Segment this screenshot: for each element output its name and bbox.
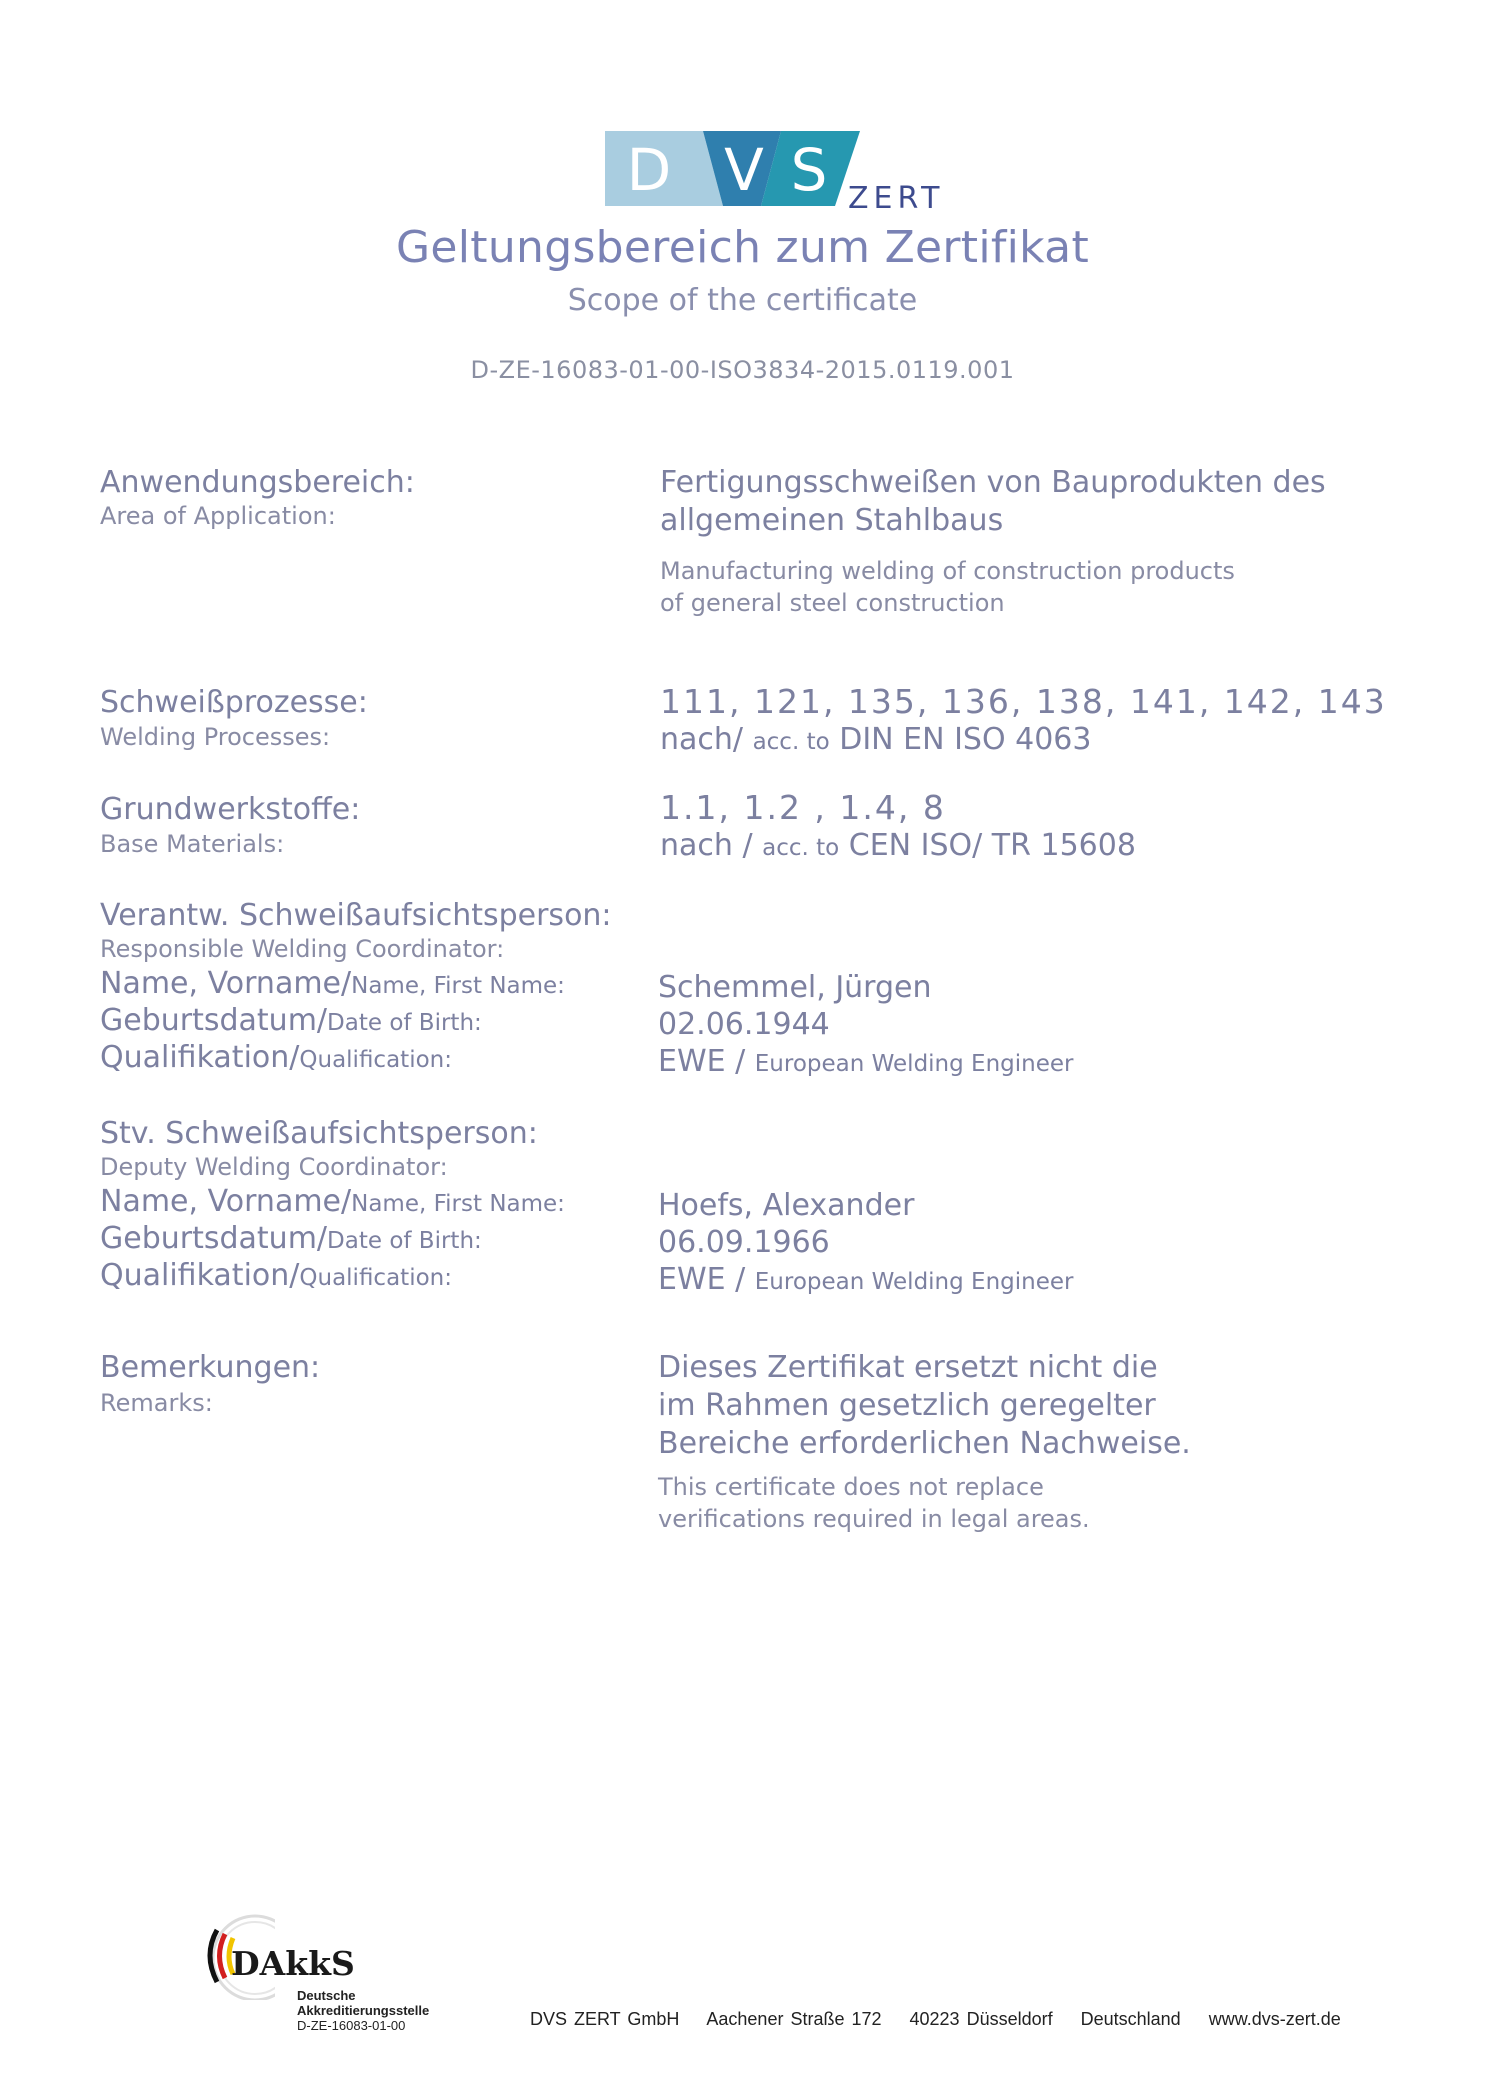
dakks-line-2: Akkreditierungsstelle	[297, 2003, 430, 2018]
dvs-zert-logo	[605, 128, 945, 213]
deputy-heading-en: Deputy Welding Coordinator:	[100, 1153, 448, 1181]
remarks-value-de-3: Bereiche erforderlichen Nachweise.	[658, 1426, 1191, 1461]
processes-label-en: Welding Processes:	[100, 723, 331, 751]
dakks-id: D-ZE-16083-01-00	[297, 2018, 406, 2033]
responsible-name: Schemmel, Jürgen	[658, 970, 932, 1005]
materials-values: 1.1, 1.2 , 1.4, 8	[660, 788, 946, 827]
responsible-name-label-de: Name, Vorname/	[100, 966, 352, 1001]
processes-standard-line	[660, 722, 1091, 757]
application-label-de: Anwendungsbereich:	[100, 465, 415, 500]
responsible-dob-label	[100, 1003, 482, 1038]
responsible-heading-en: Responsible Welding Coordinator:	[100, 935, 505, 963]
responsible-dob: 02.06.1944	[658, 1007, 830, 1042]
footer-website[interactable]: www.dvs-zert.de	[1208, 2009, 1341, 2029]
processes-acc-small: acc. to	[752, 729, 830, 755]
materials-label-en: Base Materials:	[100, 830, 285, 858]
application-value-de-2: allgemeinen Stahlbaus	[660, 503, 1004, 538]
footer-country: Deutschland	[1080, 2009, 1181, 2029]
responsible-name-label	[100, 966, 565, 1001]
deputy-qual-code: EWE /	[658, 1262, 746, 1297]
footer-city: 40223 Düsseldorf	[909, 2009, 1053, 2029]
responsible-qual-code: EWE /	[658, 1044, 746, 1079]
logo-letter-d: D	[626, 136, 672, 204]
materials-label-de: Grundwerkstoffe:	[100, 792, 361, 827]
responsible-qual-text: European Welding Engineer	[754, 1051, 1074, 1077]
footer-company: DVS ZERT GmbH	[530, 2009, 680, 2029]
deputy-qual-label-de: Qualifikation/	[100, 1258, 300, 1293]
remarks-label-de: Bemerkungen:	[100, 1350, 321, 1385]
remarks-value-de-1: Dieses Zertifikat ersetzt nicht die	[658, 1350, 1158, 1385]
responsible-heading-de: Verantw. Schweißaufsichtsperson:	[100, 898, 612, 933]
deputy-name-label-de: Name, Vorname/	[100, 1184, 352, 1219]
remarks-value-en-1: This certificate does not replace	[658, 1473, 1044, 1501]
deputy-dob-label-en: Date of Birth:	[327, 1228, 482, 1254]
responsible-qualification	[658, 1044, 1073, 1079]
deputy-name-label	[100, 1184, 565, 1219]
deputy-dob: 06.09.1966	[658, 1225, 830, 1260]
deputy-heading-de: Stv. Schweißaufsichtsperson:	[100, 1116, 538, 1151]
application-value-de-1: Fertigungsschweißen von Bauprodukten des	[660, 465, 1326, 500]
remarks-label-en: Remarks:	[100, 1389, 213, 1417]
dakks-logo-text: DAkkS	[231, 1944, 355, 1983]
processes-acc-prefix: nach/	[660, 722, 744, 757]
materials-acc-small: acc. to	[762, 835, 840, 861]
page-subtitle: Scope of the certificate	[567, 283, 918, 318]
logo-suffix: ZERT	[848, 181, 945, 213]
application-value-en-1: Manufacturing welding of construction products	[660, 557, 1235, 585]
deputy-qual-label	[100, 1258, 452, 1293]
responsible-name-label-en: Name, First Name:	[351, 973, 565, 999]
materials-standard: CEN ISO/ TR 15608	[848, 828, 1136, 863]
responsible-qual-label	[100, 1040, 452, 1075]
dakks-accreditation-mark	[195, 1910, 445, 2033]
deputy-qual-text: European Welding Engineer	[754, 1269, 1074, 1295]
application-label-en: Area of Application:	[100, 502, 336, 530]
processes-label-de: Schweißprozesse:	[100, 685, 368, 720]
remarks-value-en-2: verifications required in legal areas.	[658, 1505, 1090, 1533]
materials-acc-prefix: nach /	[660, 828, 753, 863]
logo-letter-v: V	[724, 136, 764, 204]
page-title: Geltungsbereich zum Zertifikat	[396, 222, 1089, 273]
deputy-qual-label-en: Qualification:	[299, 1265, 452, 1291]
logo-letter-s: S	[790, 136, 828, 204]
processes-values: 111, 121, 135, 136, 138, 141, 142, 143	[660, 682, 1387, 721]
responsible-qual-label-en: Qualification:	[299, 1047, 452, 1073]
footer-address	[530, 2009, 1341, 2030]
dakks-line-1: Deutsche	[297, 1988, 356, 2003]
certificate-number: D-ZE-16083-01-00-ISO3834-2015.0119.001	[470, 356, 1015, 384]
remarks-value-de-2: im Rahmen gesetzlich geregelter	[658, 1388, 1156, 1423]
deputy-name: Hoefs, Alexander	[658, 1188, 915, 1223]
responsible-qual-label-de: Qualifikation/	[100, 1040, 300, 1075]
materials-standard-line	[660, 828, 1136, 863]
responsible-dob-label-en: Date of Birth:	[327, 1010, 482, 1036]
deputy-dob-label	[100, 1221, 482, 1256]
processes-standard: DIN EN ISO 4063	[839, 722, 1092, 757]
footer-street: Aachener Straße 172	[706, 2009, 882, 2029]
responsible-dob-label-de: Geburtsdatum/	[100, 1003, 328, 1038]
application-value-en-2: of general steel construction	[660, 589, 1005, 617]
deputy-dob-label-de: Geburtsdatum/	[100, 1221, 328, 1256]
deputy-name-label-en: Name, First Name:	[351, 1191, 565, 1217]
deputy-qualification	[658, 1262, 1073, 1297]
